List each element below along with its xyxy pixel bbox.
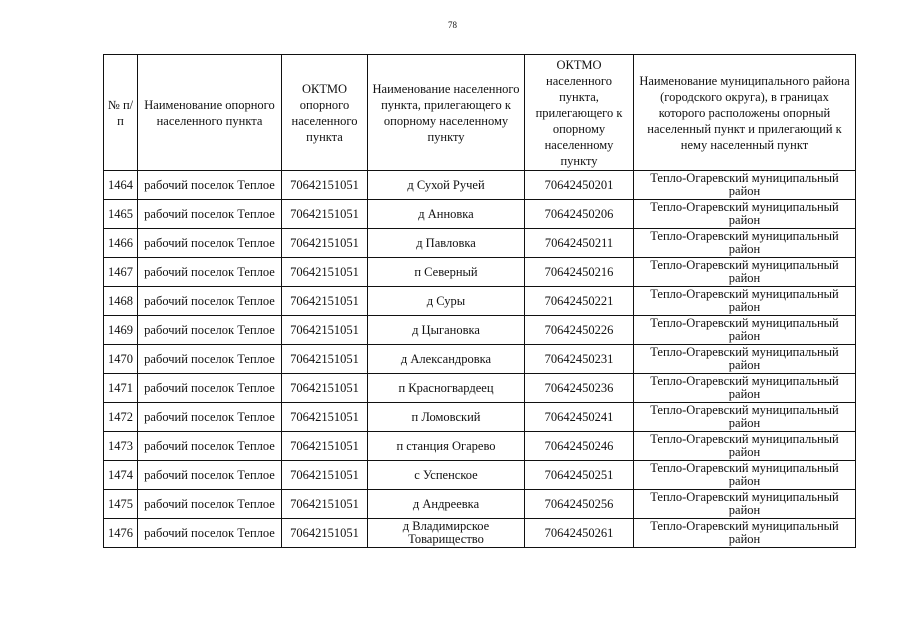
cell-center-name: рабочий поселок Теплое [138,461,282,490]
cell-center-name: рабочий поселок Теплое [138,374,282,403]
cell-num: 1472 [104,403,138,432]
cell-settlement-oktmo: 70642450201 [525,171,634,200]
cell-num: 1465 [104,200,138,229]
cell-center-name: рабочий поселок Теплое [138,403,282,432]
cell-settlement-name: п Северный [368,258,525,287]
cell-num: 1470 [104,345,138,374]
cell-settlement-name: д Александровка [368,345,525,374]
cell-center-oktmo: 70642151051 [282,432,368,461]
cell-center-oktmo: 70642151051 [282,461,368,490]
cell-center-name: рабочий поселок Теплое [138,258,282,287]
cell-district: Тепло-Огаревский муниципальный район [634,171,856,200]
cell-district: Тепло-Огаревский муниципальный район [634,490,856,519]
cell-settlement-name: д Павловка [368,229,525,258]
cell-settlement-oktmo: 70642450211 [525,229,634,258]
header-center-oktmo: ОКТМО опорного населенного пункта [282,55,368,171]
cell-num: 1469 [104,316,138,345]
cell-num: 1474 [104,461,138,490]
cell-center-name: рабочий поселок Теплое [138,287,282,316]
table-row [104,432,856,461]
cell-settlement-oktmo: 70642450231 [525,345,634,374]
table-row [104,229,856,258]
cell-settlement-oktmo: 70642450241 [525,403,634,432]
settlements-table [103,54,856,548]
cell-settlement-oktmo: 70642450236 [525,374,634,403]
cell-settlement-name: п Красногвардеец [368,374,525,403]
table-row [104,287,856,316]
cell-settlement-name: д Цыгановка [368,316,525,345]
table-row [104,258,856,287]
cell-settlement-oktmo: 70642450246 [525,432,634,461]
cell-center-oktmo: 70642151051 [282,345,368,374]
cell-center-oktmo: 70642151051 [282,287,368,316]
table-header [104,55,856,171]
header-num: № п/п [104,55,138,171]
cell-settlement-oktmo: 70642450226 [525,316,634,345]
cell-settlement-oktmo: 70642450221 [525,287,634,316]
cell-district: Тепло-Огаревский муниципальный район [634,374,856,403]
cell-district: Тепло-Огаревский муниципальный район [634,345,856,374]
table-row [104,345,856,374]
cell-center-name: рабочий поселок Теплое [138,171,282,200]
table-row [104,519,856,548]
cell-settlement-name: д Владимирское Товарищество [368,519,525,548]
cell-num: 1476 [104,519,138,548]
table-row [104,374,856,403]
cell-center-oktmo: 70642151051 [282,519,368,548]
cell-num: 1466 [104,229,138,258]
table-row [104,403,856,432]
cell-center-name: рабочий поселок Теплое [138,519,282,548]
cell-settlement-name: п Ломовский [368,403,525,432]
cell-center-oktmo: 70642151051 [282,490,368,519]
cell-center-oktmo: 70642151051 [282,258,368,287]
cell-center-name: рабочий поселок Теплое [138,200,282,229]
cell-center-name: рабочий поселок Теплое [138,432,282,461]
header-settlement-oktmo: ОКТМО населенного пункта, прилегающего к опорному населенному пункту [525,55,634,171]
cell-num: 1468 [104,287,138,316]
cell-district: Тепло-Огаревский муниципальный район [634,461,856,490]
table-body [104,171,856,548]
header-district: Наименование муниципального района (городского округа), в границах которого расположены опорный населенный пункт и прилегающий к нему населенный пункт [634,55,856,171]
cell-district: Тепло-Огаревский муниципальный район [634,229,856,258]
cell-center-oktmo: 70642151051 [282,316,368,345]
cell-settlement-name: д Анновка [368,200,525,229]
cell-num: 1464 [104,171,138,200]
cell-settlement-oktmo: 70642450256 [525,490,634,519]
cell-district: Тепло-Огаревский муниципальный район [634,432,856,461]
header-settlement-name: Наименование населенного пункта, прилегающего к опорному населенному пункту [368,55,525,171]
cell-num: 1471 [104,374,138,403]
table-row [104,316,856,345]
header-row [104,55,856,171]
cell-settlement-oktmo: 70642450216 [525,258,634,287]
cell-district: Тепло-Огаревский муниципальный район [634,258,856,287]
table-row [104,200,856,229]
cell-center-name: рабочий поселок Теплое [138,345,282,374]
table-row [104,490,856,519]
cell-num: 1473 [104,432,138,461]
cell-center-oktmo: 70642151051 [282,403,368,432]
table-row [104,171,856,200]
cell-num: 1467 [104,258,138,287]
cell-settlement-name: д Андреевка [368,490,525,519]
cell-district: Тепло-Огаревский муниципальный район [634,316,856,345]
cell-settlement-name: с Успенское [368,461,525,490]
cell-district: Тепло-Огаревский муниципальный район [634,403,856,432]
cell-center-oktmo: 70642151051 [282,200,368,229]
header-center-name: Наименование опорного населенного пункта [138,55,282,171]
cell-district: Тепло-Огаревский муниципальный район [634,519,856,548]
cell-settlement-oktmo: 70642450206 [525,200,634,229]
cell-settlement-name: п станция Огарево [368,432,525,461]
table-row [104,461,856,490]
cell-num: 1475 [104,490,138,519]
cell-center-name: рабочий поселок Теплое [138,490,282,519]
cell-center-name: рабочий поселок Теплое [138,229,282,258]
cell-center-oktmo: 70642151051 [282,171,368,200]
cell-settlement-name: д Сухой Ручей [368,171,525,200]
cell-center-name: рабочий поселок Теплое [138,316,282,345]
cell-settlement-oktmo: 70642450261 [525,519,634,548]
cell-center-oktmo: 70642151051 [282,229,368,258]
cell-center-oktmo: 70642151051 [282,374,368,403]
cell-settlement-name: д Суры [368,287,525,316]
page-number: 78 [448,20,457,30]
cell-district: Тепло-Огаревский муниципальный район [634,200,856,229]
cell-settlement-oktmo: 70642450251 [525,461,634,490]
cell-district: Тепло-Огаревский муниципальный район [634,287,856,316]
